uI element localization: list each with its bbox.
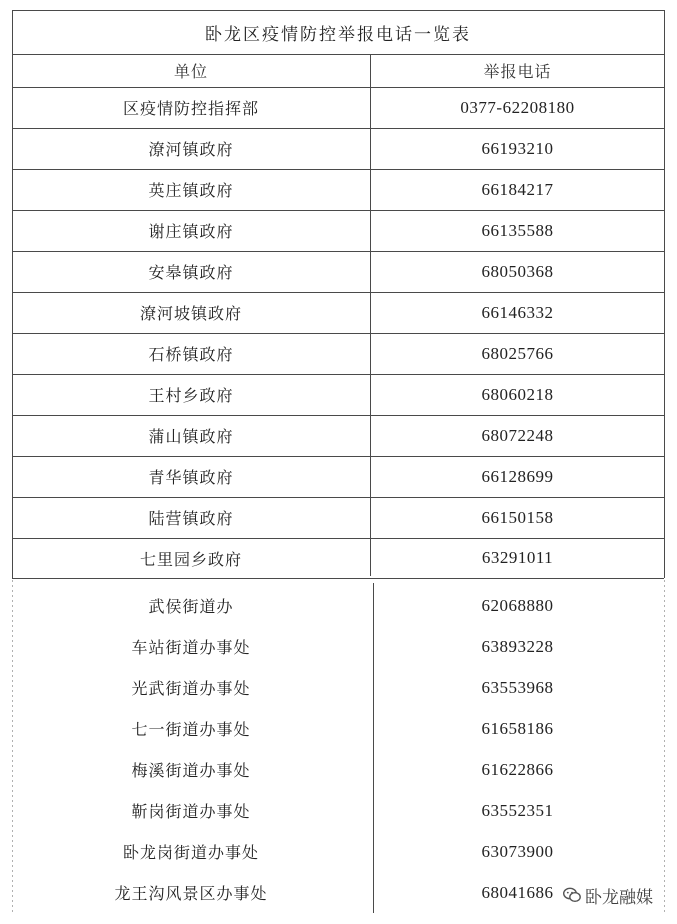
row-unit: 陆营镇政府 [148, 509, 234, 528]
row-phone: 68041686 [481, 882, 554, 902]
row-unit: 梅溪街道办事处 [131, 761, 251, 780]
row-phone: 63073900 [481, 841, 554, 861]
row-unit: 石桥镇政府 [148, 345, 234, 364]
row-unit: 谢庄镇政府 [148, 222, 234, 241]
row-phone: 66146332 [481, 302, 554, 322]
row-phone: 63291011 [481, 548, 554, 567]
row-unit: 安皋镇政府 [148, 263, 234, 282]
row-phone: 63552351 [481, 800, 554, 820]
row-divider [12, 578, 664, 579]
row-unit: 七里园乡政府 [139, 549, 242, 569]
row-phone: 0377-62208180 [460, 97, 575, 117]
wechat-icon [563, 887, 581, 903]
row-phone: 61658186 [481, 718, 554, 738]
row-unit: 潦河坡镇政府 [139, 304, 242, 323]
row-unit: 靳岗街道办事处 [131, 802, 251, 821]
row-phone: 66135588 [481, 220, 554, 240]
header-unit: 单位 [173, 62, 208, 81]
row-unit: 区疫情防控指挥部 [122, 99, 259, 118]
table-title: 卧龙区疫情防控举报电话一览表 [205, 24, 471, 45]
row-phone: 61622866 [481, 759, 554, 779]
row-unit: 光武街道办事处 [131, 679, 251, 698]
row-unit: 青华镇政府 [148, 468, 234, 487]
table-border [664, 10, 665, 578]
row-phone: 66150158 [481, 507, 554, 527]
row-unit: 蒲山镇政府 [148, 427, 234, 446]
row-phone: 66193210 [481, 138, 554, 158]
row-unit: 卧龙岗街道办事处 [122, 843, 259, 862]
row-unit: 武侯街道办 [148, 597, 234, 616]
row-unit: 龙王沟风景区办事处 [114, 884, 268, 903]
row-phone: 68060218 [481, 384, 554, 404]
row-phone: 66184217 [481, 179, 554, 199]
row-phone: 68025766 [481, 343, 554, 363]
row-phone: 63893228 [481, 636, 554, 656]
row-phone: 68072248 [481, 425, 554, 445]
row-unit: 车站街道办事处 [131, 638, 251, 657]
row-phone: 63553968 [481, 677, 554, 697]
row-unit: 七一街道办事处 [131, 720, 251, 739]
watermark [563, 880, 653, 910]
watermark-text: 卧龙融媒 [585, 887, 653, 908]
row-phone: 62068880 [481, 595, 554, 615]
row-unit: 王村乡政府 [148, 386, 234, 405]
header-phone: 举报电话 [483, 62, 552, 81]
row-unit: 英庄镇政府 [148, 181, 234, 200]
row-phone: 66128699 [481, 466, 554, 486]
row-phone: 68050368 [481, 261, 554, 281]
row-unit: 潦河镇政府 [148, 140, 234, 159]
